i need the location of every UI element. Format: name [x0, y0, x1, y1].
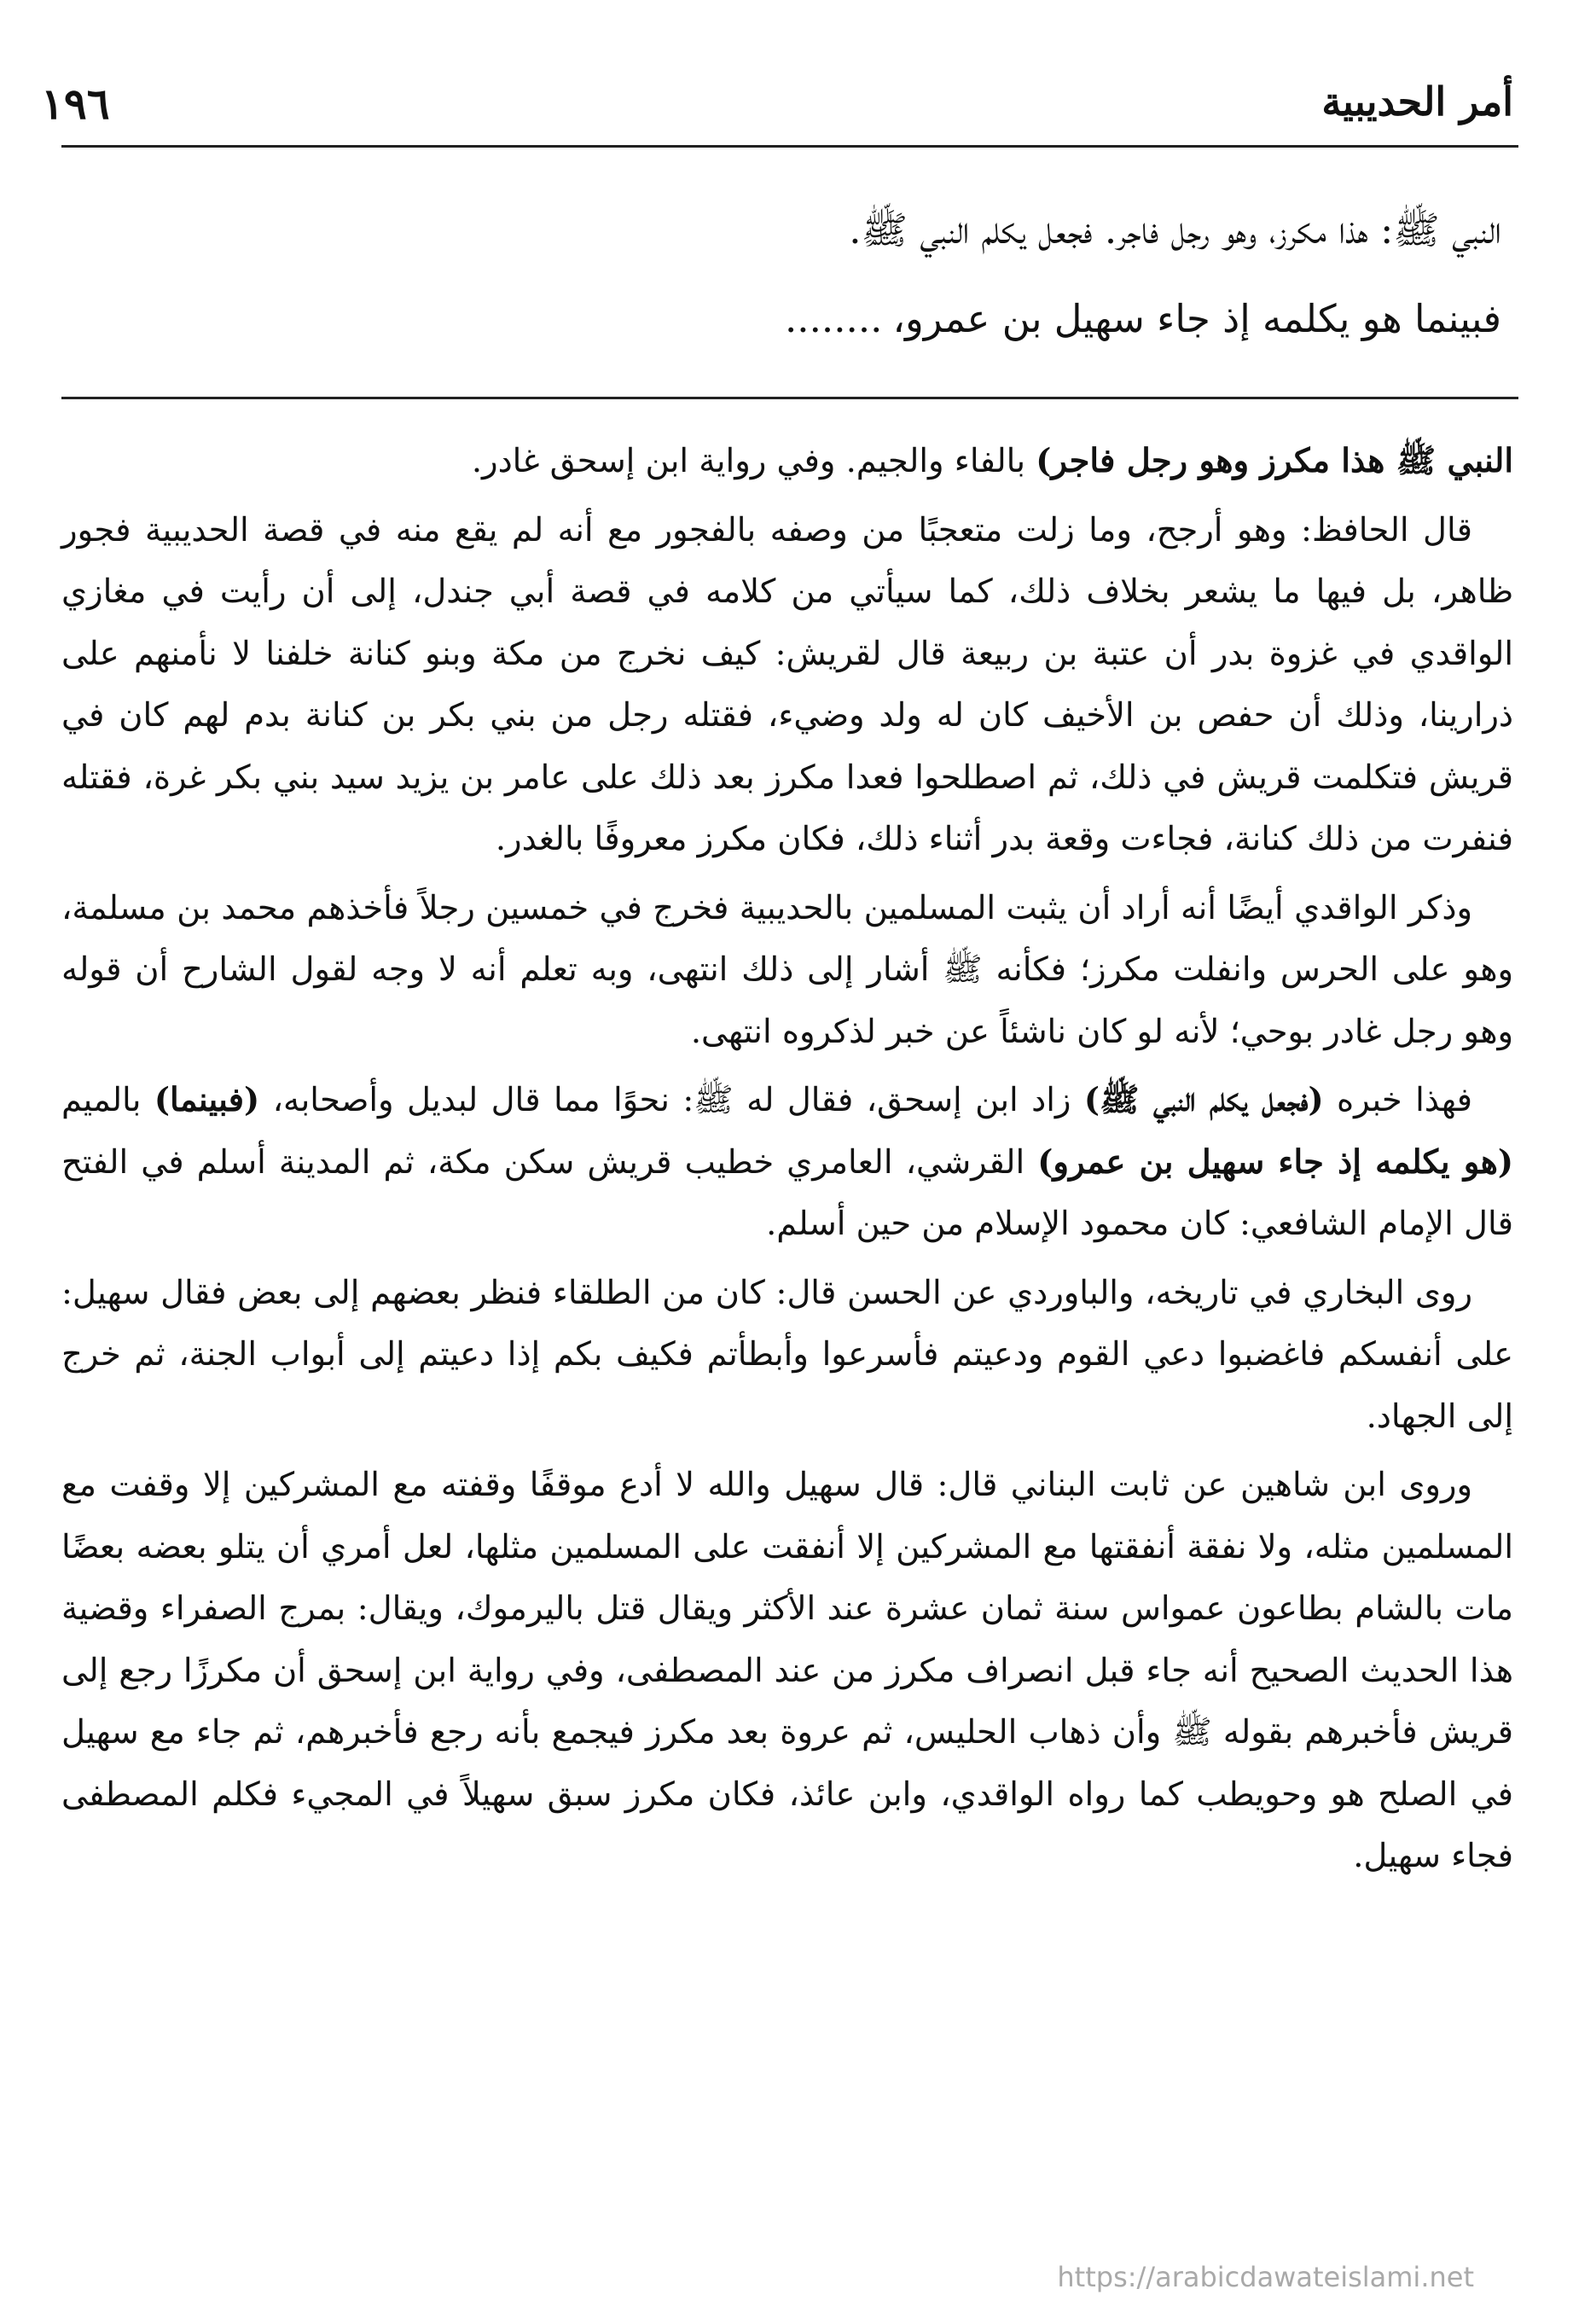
- commentary-segment: فهذا خبره: [1323, 1081, 1472, 1119]
- commentary-paragraph: روى البخاري في تاريخه، والباوردي عن الحسن قال: كان من الطلقاء فنظر بعضهم إلى بعض فقال سهيل: على أنفسكم فاغضبوا دعي القوم ودعيتم فأسرعوا وأبطأتم فكيف بكم إذا دعيتم إلى أبواب الجنة، ثم خرج إلى الجهاد.: [61, 1273, 1513, 1436]
- quoted-phrase: (فبينما): [154, 1081, 260, 1119]
- main-text-line: النبي ﷺ: هذا مكرز، وهو رجل فاجر. فجعل يكلم النبي ﷺ.: [849, 207, 1501, 253]
- quoted-phrase: النبي ﷺ هذا مكرز وهو رجل فاجر): [1036, 442, 1513, 480]
- main-text: [61, 186, 1501, 363]
- commentary-text: [61, 431, 1513, 1895]
- commentary-segment: القرشي، العامري خطيب قريش سكن مكة، ثم المدينة أسلم في الفتح قال الإمام الشافعي: كان محمود الإسلام من حين أسلم.: [61, 1142, 1513, 1243]
- quoted-phrase: (هو يكلمه إذ جاء سهيل بن عمرو): [1037, 1142, 1513, 1182]
- main-text-line: [61, 275, 1501, 363]
- running-title: أمر الحديبية: [1321, 78, 1513, 125]
- separator-rule: [61, 397, 1518, 399]
- commentary-paragraph: [61, 1070, 1513, 1256]
- commentary-segment: زاد ابن إسحق، فقال له ﷺ: نحوًا مما قال لبديل وأصحابه،: [259, 1081, 1084, 1119]
- main-text-segment: فبينما هو يكلمه إذ جاء سهيل بن عمرو،: [892, 296, 1501, 341]
- page-number: ١٩٦: [41, 78, 110, 129]
- page-header: [41, 78, 1513, 138]
- commentary-segment: بالميم: [61, 1081, 154, 1119]
- commentary-paragraph: قال الحافظ: وهو أرجح، وما زلت متعجبًا من وصفه بالفجور مع أنه لم يقع منه في قصة الحديبية فجور ظاهر، بل فيها ما يشعر بخلاف ذلك، كما سيأتي من كلامه في قصة أبي جندل، إلى أن رأيت في مغازي الواقدي في غزوة بدر أن عتبة بن ربيعة قال لقريش: كيف نخرج من مكة وبنو كنانة خلفنا لا نأمنهم على ذرارينا، وذلك أن حفص بن الأخيف كان له ولد وضيء، فقتله رجل من بني بكر بن كنانة بدم لهم كان في قريش فتكلمت قريش في ذلك، ثم اصطلحوا فعدا مكرز بعد ذلك على عامر بن يزيد سيد بني بكر غرة، فقتله فنفرت من ذلك كنانة، فجاءت وقعة بدر أثناء ذلك، فكان مكرز معروفًا بالغدر.: [61, 510, 1513, 858]
- commentary-paragraph: وروى ابن شاهين عن ثابت البناني قال: قال سهيل والله لا أدع موقفًا وقفته مع المشركين إلا وقفت مع المسلمين مثله، ولا نفقة أنفقتها مع المشركين إلا أنفقت على المسلمين مثلها، لعل أمري أن يتلو بعضه بعضًا مات بالشام بطاعون عمواس سنة ثمان عشرة عند الأكثر ويقال قتل باليرموك، ويقال: بمرج الصفراء وقضية هذا الحديث الصحيح أنه جاء قبل انصراف مكرز من عند المصطفى، وفي رواية ابن إسحق أن مكرزًا رجع إلى قريش فأخبرهم بقوله ﷺ وأن ذهاب الحليس، ثم عروة بعد مكرز فيجمع بأنه رجع فأخبرهم، ثم جاء مع سهيل في الصلح هو وحويطب كما رواه الواقدي، وابن عائذ، فكان مكرز سبق سهيلاً في المجيء فكلم المصطفى فجاء سهيل.: [61, 1466, 1513, 1875]
- watermark-url: https://arabicdawateislami.net: [1057, 2261, 1474, 2293]
- header-rule: [61, 145, 1518, 148]
- ellipsis-dots: ........: [785, 296, 883, 341]
- commentary-paragraph: [61, 431, 1513, 493]
- commentary-segment: بالفاء والجيم. وفي رواية ابن إسحق غادر.: [471, 442, 1036, 480]
- quoted-phrase: (فجعل يكلم النبي ﷺ): [1083, 1081, 1324, 1119]
- commentary-paragraph: وذكر الواقدي أيضًا أنه أراد أن يثبت المسلمين بالحديبية فخرج في خمسين رجلاً فأخذهم محمد بن مسلمة، وهو على الحرس وانفلت مكرز؛ فكأنه ﷺ أشار إلى ذلك انتهى، وبه تعلم أنه لا وجه لقول الشارح أن قوله وهو رجل غادر بوحي؛ لأنه لو كان ناشئاً عن خبر لذكروه انتهى.: [61, 888, 1513, 1051]
